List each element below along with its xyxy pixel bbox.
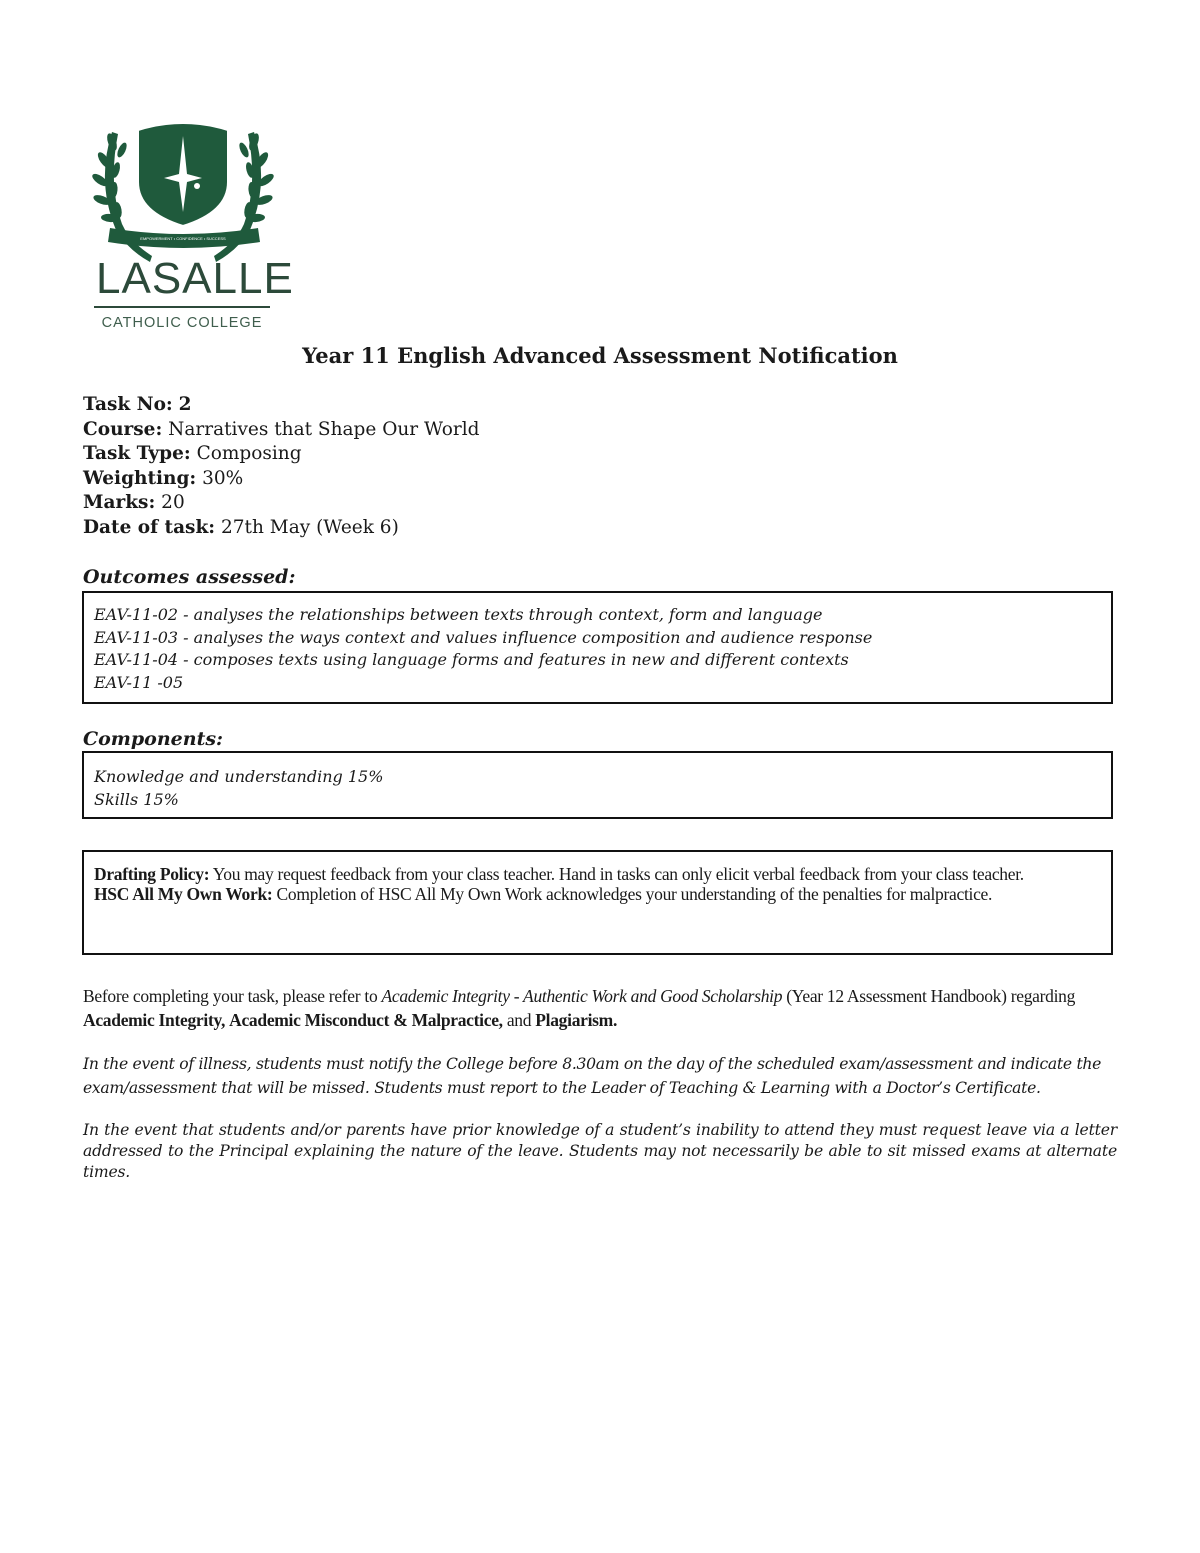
detail-value: 30% [202, 467, 244, 489]
detail-label: Task No: [83, 394, 173, 415]
illness-paragraph: In the event of illness, students must notify the College before 8.30am on the day of the scheduled exam/assessment and indicate the exam/assessment that will be missed. Students must report to the Leader of Teaching & Learning with a Doctor’s Certificate. [83, 1055, 1102, 1097]
components-box [82, 751, 1113, 819]
components-heading: Components: [83, 728, 224, 750]
outcome-item: EAV-11-02 - analyses the relationships between texts through context, form and language [94, 605, 823, 624]
hsc-own-work-label: HSC All My Own Work: [94, 884, 273, 904]
outcomes-heading: Outcomes assessed: [83, 566, 296, 588]
integrity-and: and [502, 1010, 536, 1030]
outcome-item: EAV-11-04 - composes texts using language forms and features in new and different contexts [94, 650, 849, 669]
page-title: Year 11 English Advanced Assessment Notification [302, 343, 898, 368]
outcome-item: EAV-11 -05 [94, 672, 184, 692]
task-details [83, 393, 480, 541]
component-item: Skills 15% [94, 789, 179, 809]
detail-value: Composing [196, 443, 302, 465]
detail-label: Weighting: [83, 467, 197, 489]
detail-value: 20 [161, 492, 185, 514]
detail-label: Course: [83, 418, 163, 440]
task-detail-row [83, 516, 480, 541]
outcome-item: EAV-11-03 - analyses the ways context and values influence composition and audience response [94, 627, 873, 647]
drafting-policy [94, 864, 1101, 884]
drafting-policy-text: You may request feedback from your class teacher. Hand in tasks can only elicit verbal feedback from your class teacher. [212, 864, 1024, 884]
component-item: Knowledge and understanding 15% [94, 767, 384, 786]
integrity-paragraph [83, 984, 1117, 1032]
logo-divider [94, 306, 270, 308]
hsc-own-work-text: Completion of HSC All My Own Work acknowledges your understanding of the penalties for malpractice. [276, 884, 993, 904]
detail-value: 2 [178, 394, 192, 415]
detail-value: 27th May (Week 6) [221, 516, 399, 538]
detail-label: Marks: [83, 492, 156, 514]
misconduct-term: Academic Misconduct & Malpractice, [229, 1010, 503, 1030]
logo-name: LASALLE [96, 254, 294, 303]
integrity-middle: (Year 12 Assessment Handbook) regarding [782, 986, 1076, 1006]
detail-value: Narratives that Shape Our World [168, 418, 480, 440]
task-detail-row [83, 442, 480, 467]
detail-label: Date of task: [83, 516, 216, 538]
plagiarism-term: Plagiarism. [535, 1010, 618, 1030]
outcomes-box [82, 591, 1113, 704]
drafting-policy-label: Drafting Policy: [94, 864, 210, 884]
logo-subtitle: CATHOLIC COLLEGE [101, 315, 263, 331]
integrity-intro: Before completing your task, please refer to [83, 986, 382, 1006]
integrity-term: Academic Integrity, [83, 1010, 226, 1030]
leave-paragraph: In the event that students and/or parents have prior knowledge of a student’s inability to attend they must request leave via a letter addressed to the Principal explaining the nature of the leave. Students may not necessarily be able to sit missed exams at alternate times. [83, 1121, 1117, 1181]
task-detail-row [83, 418, 480, 443]
handbook-title: Academic Integrity - Authentic Work and Good Scholarship [381, 986, 783, 1006]
logo-motto: EMPOWERMENT • CONFIDENCE • SUCCESS [140, 236, 226, 241]
policy-box [82, 850, 1113, 955]
task-detail-row [83, 491, 480, 516]
task-detail-row [83, 393, 480, 418]
college-logo [90, 112, 294, 334]
task-detail-row [83, 467, 480, 492]
detail-label: Task Type: [83, 443, 191, 465]
hsc-own-work [94, 884, 1101, 904]
